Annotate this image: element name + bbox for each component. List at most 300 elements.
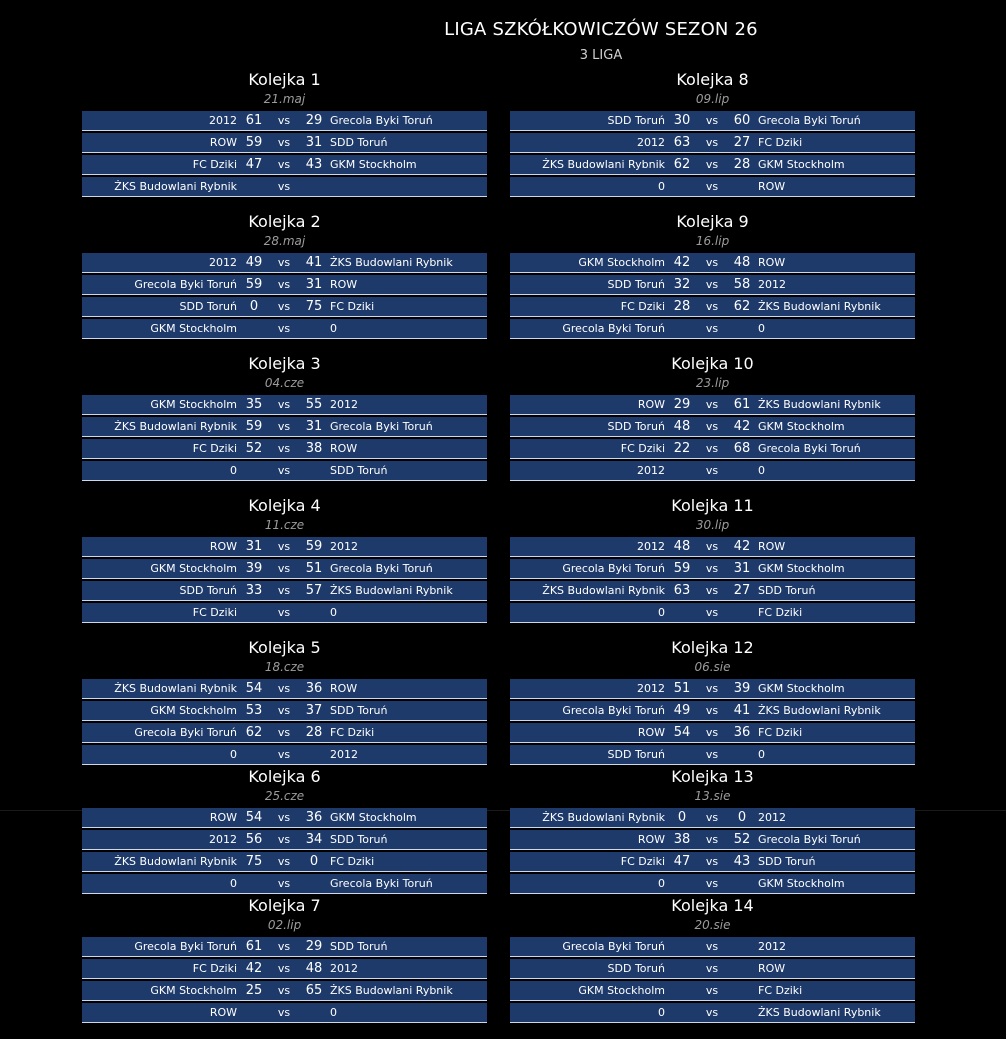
away-team: GKM Stockholm <box>758 682 845 695</box>
home-team: 2012 <box>637 540 665 553</box>
away-score: 61 <box>733 397 751 412</box>
match-row <box>510 981 915 1001</box>
away-team: Grecola Byki Toruń <box>330 420 433 433</box>
vs-label: vs <box>277 962 291 975</box>
match-row <box>510 808 915 828</box>
round-block <box>82 637 487 767</box>
away-team: ROW <box>758 540 786 553</box>
vs-label: vs <box>705 682 719 695</box>
vs-label: vs <box>705 136 719 149</box>
home-team: ŻKS Budowlani Rybnik <box>114 420 237 433</box>
match-row <box>510 461 915 481</box>
home-team: 2012 <box>637 136 665 149</box>
match-row <box>82 133 487 153</box>
match-row <box>510 603 915 623</box>
vs-label: vs <box>705 256 719 269</box>
match-row <box>82 559 487 579</box>
home-team: ŻKS Budowlani Rybnik <box>542 158 665 171</box>
round-block <box>510 69 915 199</box>
home-score: 42 <box>245 961 263 976</box>
away-score: 31 <box>305 277 323 292</box>
home-team: ROW <box>209 136 237 149</box>
home-score: 63 <box>673 135 691 150</box>
away-team: ŻKS Budowlani Rybnik <box>758 704 881 717</box>
vs-label: vs <box>705 726 719 739</box>
home-team: SDD Toruń <box>607 114 665 127</box>
round-date: 21.maj <box>263 92 306 106</box>
match-row <box>510 937 915 957</box>
match-row <box>510 959 915 979</box>
away-team: SDD Toruń <box>330 464 388 477</box>
match-row <box>82 701 487 721</box>
vs-label: vs <box>277 606 291 619</box>
home-team: 0 <box>230 877 237 890</box>
round-block <box>82 69 487 199</box>
league-subtitle: 3 LIGA <box>579 48 623 63</box>
home-score: 25 <box>245 983 263 998</box>
away-score: 28 <box>305 725 323 740</box>
round-date: 06.sie <box>694 660 731 674</box>
match-row <box>510 537 915 557</box>
away-team: GKM Stockholm <box>758 158 845 171</box>
vs-label: vs <box>277 180 291 193</box>
match-row <box>510 874 915 894</box>
match-row <box>82 395 487 415</box>
home-team: GKM Stockholm <box>150 322 237 335</box>
away-team: ŻKS Budowlani Rybnik <box>758 1006 881 1019</box>
round-block <box>510 637 915 767</box>
home-team: 0 <box>658 877 665 890</box>
round-block <box>82 353 487 483</box>
away-team: ROW <box>330 278 358 291</box>
home-team: 0 <box>230 748 237 761</box>
home-team: GKM Stockholm <box>578 256 665 269</box>
match-row <box>510 319 915 339</box>
home-team: ŻKS Budowlani Rybnik <box>114 682 237 695</box>
match-row <box>82 461 487 481</box>
vs-label: vs <box>277 256 291 269</box>
round-block <box>82 766 487 896</box>
home-team: ŻKS Budowlani Rybnik <box>542 584 665 597</box>
home-score: 54 <box>245 810 263 825</box>
round-title: Kolejka 14 <box>671 896 754 915</box>
vs-label: vs <box>277 940 291 953</box>
away-team: SDD Toruń <box>330 833 388 846</box>
vs-label: vs <box>277 877 291 890</box>
round-date: 30.lip <box>695 518 730 532</box>
away-score: 42 <box>733 419 751 434</box>
match-row <box>82 830 487 850</box>
home-team: 0 <box>658 180 665 193</box>
match-row <box>510 1003 915 1023</box>
away-team: 2012 <box>330 748 358 761</box>
home-score: 53 <box>245 703 263 718</box>
home-score: 59 <box>245 277 263 292</box>
match-row <box>82 111 487 131</box>
home-team: FC Dziki <box>192 158 237 171</box>
round-block <box>82 495 487 625</box>
vs-label: vs <box>277 1006 291 1019</box>
away-team: ŻKS Budowlani Rybnik <box>330 584 453 597</box>
round-date: 20.sie <box>694 918 731 932</box>
home-team: 0 <box>658 606 665 619</box>
match-row <box>82 723 487 743</box>
vs-label: vs <box>705 180 719 193</box>
away-team: ŻKS Budowlani Rybnik <box>758 300 881 313</box>
vs-label: vs <box>277 833 291 846</box>
match-row <box>82 319 487 339</box>
round-date: 23.lip <box>695 376 730 390</box>
away-team: 0 <box>758 322 765 335</box>
away-team: ROW <box>758 962 786 975</box>
vs-label: vs <box>705 540 719 553</box>
vs-label: vs <box>705 833 719 846</box>
vs-label: vs <box>277 726 291 739</box>
vs-label: vs <box>705 158 719 171</box>
home-team: ŻKS Budowlani Rybnik <box>114 855 237 868</box>
vs-label: vs <box>277 584 291 597</box>
home-team: Grecola Byki Toruń <box>134 726 237 739</box>
home-score: 38 <box>673 832 691 847</box>
home-team: Grecola Byki Toruń <box>562 562 665 575</box>
home-team: SDD Toruń <box>607 278 665 291</box>
home-team: SDD Toruń <box>179 300 237 313</box>
vs-label: vs <box>705 420 719 433</box>
away-score: 51 <box>305 561 323 576</box>
away-team: 2012 <box>330 540 358 553</box>
match-row <box>82 959 487 979</box>
away-score: 0 <box>737 810 747 825</box>
vs-label: vs <box>705 278 719 291</box>
away-team: SDD Toruń <box>330 136 388 149</box>
home-team: 2012 <box>209 256 237 269</box>
home-team: SDD Toruń <box>607 748 665 761</box>
match-row <box>510 701 915 721</box>
home-team: 2012 <box>209 833 237 846</box>
match-row <box>82 937 487 957</box>
vs-label: vs <box>277 748 291 761</box>
vs-label: vs <box>277 855 291 868</box>
match-row <box>82 297 487 317</box>
home-score: 62 <box>673 157 691 172</box>
match-row <box>82 275 487 295</box>
vs-label: vs <box>705 940 719 953</box>
round-title: Kolejka 4 <box>248 496 321 515</box>
away-score: 31 <box>733 561 751 576</box>
away-score: 31 <box>305 135 323 150</box>
away-team: ŻKS Budowlani Rybnik <box>758 398 881 411</box>
away-team: SDD Toruń <box>758 584 816 597</box>
away-score: 52 <box>733 832 751 847</box>
vs-label: vs <box>277 682 291 695</box>
away-score: 62 <box>733 299 751 314</box>
round-title: Kolejka 10 <box>671 354 754 373</box>
vs-label: vs <box>277 442 291 455</box>
away-team: 2012 <box>330 962 358 975</box>
home-team: ROW <box>209 540 237 553</box>
home-score: 47 <box>245 157 263 172</box>
home-score: 48 <box>673 539 691 554</box>
match-row <box>510 253 915 273</box>
home-score: 49 <box>673 703 691 718</box>
home-score: 42 <box>673 255 691 270</box>
match-row <box>510 852 915 872</box>
match-row <box>510 155 915 175</box>
round-date: 13.sie <box>694 789 731 803</box>
away-team: GKM Stockholm <box>330 811 417 824</box>
vs-label: vs <box>277 136 291 149</box>
match-row <box>510 275 915 295</box>
home-team: Grecola Byki Toruń <box>134 278 237 291</box>
home-team: Grecola Byki Toruń <box>134 940 237 953</box>
round-block <box>82 895 487 1025</box>
home-team: FC Dziki <box>620 300 665 313</box>
away-team: ŻKS Budowlani Rybnik <box>330 256 453 269</box>
away-team: 2012 <box>758 278 786 291</box>
away-team: ROW <box>330 442 358 455</box>
home-score: 51 <box>673 681 691 696</box>
match-row <box>510 133 915 153</box>
away-team: FC Dziki <box>330 300 375 313</box>
home-team: GKM Stockholm <box>150 562 237 575</box>
home-score: 63 <box>673 583 691 598</box>
home-score: 30 <box>673 113 691 128</box>
round-block <box>510 766 915 896</box>
away-score: 28 <box>733 157 751 172</box>
vs-label: vs <box>705 442 719 455</box>
round-block <box>82 211 487 341</box>
home-team: ROW <box>637 833 665 846</box>
home-team: ŻKS Budowlani Rybnik <box>114 180 237 193</box>
away-team: GKM Stockholm <box>330 158 417 171</box>
home-score: 48 <box>673 419 691 434</box>
vs-label: vs <box>277 322 291 335</box>
away-score: 36 <box>305 681 323 696</box>
match-row <box>82 177 487 197</box>
match-row <box>510 297 915 317</box>
vs-label: vs <box>277 300 291 313</box>
home-score: 32 <box>673 277 691 292</box>
vs-label: vs <box>705 584 719 597</box>
away-team: 0 <box>330 1006 337 1019</box>
away-team: ROW <box>758 180 786 193</box>
away-score: 27 <box>733 583 751 598</box>
home-team: ROW <box>209 811 237 824</box>
match-row <box>82 581 487 601</box>
away-team: FC Dziki <box>758 606 803 619</box>
home-score: 54 <box>245 681 263 696</box>
home-score: 39 <box>245 561 263 576</box>
vs-label: vs <box>277 811 291 824</box>
home-team: FC Dziki <box>192 442 237 455</box>
away-team: Grecola Byki Toruń <box>758 833 861 846</box>
vs-label: vs <box>277 540 291 553</box>
away-score: 48 <box>733 255 751 270</box>
away-team: Grecola Byki Toruń <box>758 442 861 455</box>
home-team: GKM Stockholm <box>578 984 665 997</box>
away-score: 43 <box>305 157 323 172</box>
away-team: SDD Toruń <box>330 704 388 717</box>
away-score: 41 <box>733 703 751 718</box>
home-team: GKM Stockholm <box>150 984 237 997</box>
away-team: 0 <box>758 748 765 761</box>
vs-label: vs <box>277 704 291 717</box>
away-team: GKM Stockholm <box>758 877 845 890</box>
away-team: ROW <box>330 682 358 695</box>
home-team: FC Dziki <box>620 855 665 868</box>
home-score: 49 <box>245 255 263 270</box>
away-team: FC Dziki <box>330 855 375 868</box>
match-row <box>82 537 487 557</box>
vs-label: vs <box>277 114 291 127</box>
home-team: SDD Toruń <box>179 584 237 597</box>
away-score: 42 <box>733 539 751 554</box>
home-score: 47 <box>673 854 691 869</box>
vs-label: vs <box>277 158 291 171</box>
round-date: 25.cze <box>264 789 305 803</box>
match-row <box>510 723 915 743</box>
home-team: ŻKS Budowlani Rybnik <box>542 811 665 824</box>
vs-label: vs <box>277 464 291 477</box>
vs-label: vs <box>705 114 719 127</box>
away-score: 55 <box>305 397 323 412</box>
match-row <box>82 745 487 765</box>
away-score: 68 <box>733 441 751 456</box>
match-row <box>82 874 487 894</box>
home-score: 61 <box>245 939 263 954</box>
round-title: Kolejka 8 <box>676 70 749 89</box>
away-team: FC Dziki <box>758 136 803 149</box>
away-score: 38 <box>305 441 323 456</box>
home-score: 54 <box>673 725 691 740</box>
round-title: Kolejka 13 <box>671 767 754 786</box>
vs-label: vs <box>705 984 719 997</box>
match-row <box>82 808 487 828</box>
away-score: 27 <box>733 135 751 150</box>
home-team: 2012 <box>637 464 665 477</box>
match-row <box>510 559 915 579</box>
home-score: 29 <box>673 397 691 412</box>
away-team: Grecola Byki Toruń <box>330 877 433 890</box>
away-score: 34 <box>305 832 323 847</box>
away-score: 29 <box>305 939 323 954</box>
match-row <box>82 155 487 175</box>
away-team: 2012 <box>758 811 786 824</box>
vs-label: vs <box>705 606 719 619</box>
round-block <box>510 353 915 483</box>
away-score: 48 <box>305 961 323 976</box>
round-title: Kolejka 1 <box>248 70 321 89</box>
away-team: 2012 <box>330 398 358 411</box>
home-team: Grecola Byki Toruń <box>562 940 665 953</box>
round-title: Kolejka 12 <box>671 638 754 657</box>
away-score: 57 <box>305 583 323 598</box>
vs-label: vs <box>705 464 719 477</box>
away-team: Grecola Byki Toruń <box>758 114 861 127</box>
vs-label: vs <box>277 278 291 291</box>
match-row <box>510 745 915 765</box>
home-team: GKM Stockholm <box>150 704 237 717</box>
away-team: ROW <box>758 256 786 269</box>
match-row <box>510 581 915 601</box>
away-score: 60 <box>733 113 751 128</box>
match-row <box>510 830 915 850</box>
vs-label: vs <box>277 398 291 411</box>
vs-label: vs <box>705 322 719 335</box>
home-team: GKM Stockholm <box>150 398 237 411</box>
home-team: FC Dziki <box>620 442 665 455</box>
away-score: 37 <box>305 703 323 718</box>
home-score: 61 <box>245 113 263 128</box>
away-team: GKM Stockholm <box>758 420 845 433</box>
away-team: 2012 <box>758 940 786 953</box>
match-row <box>82 852 487 872</box>
vs-label: vs <box>705 855 719 868</box>
round-date: 18.cze <box>264 660 305 674</box>
home-team: 2012 <box>209 114 237 127</box>
round-date: 28.maj <box>263 234 306 248</box>
match-row <box>82 981 487 1001</box>
round-date: 16.lip <box>695 234 730 248</box>
home-score: 52 <box>245 441 263 456</box>
away-score: 43 <box>733 854 751 869</box>
round-title: Kolejka 3 <box>248 354 321 373</box>
away-score: 31 <box>305 419 323 434</box>
home-team: 2012 <box>637 682 665 695</box>
away-score: 39 <box>733 681 751 696</box>
match-row <box>510 679 915 699</box>
away-team: Grecola Byki Toruń <box>330 114 433 127</box>
vs-label: vs <box>277 984 291 997</box>
match-row <box>82 439 487 459</box>
page-title: LIGA SZKÓŁKOWICZÓW SEZON 26 <box>444 19 758 40</box>
vs-label: vs <box>705 748 719 761</box>
vs-label: vs <box>277 562 291 575</box>
vs-label: vs <box>277 420 291 433</box>
home-team: Grecola Byki Toruń <box>562 322 665 335</box>
round-title: Kolejka 11 <box>671 496 754 515</box>
page-header <box>0 0 1006 70</box>
home-score: 35 <box>245 397 263 412</box>
vs-label: vs <box>705 1006 719 1019</box>
round-date: 02.lip <box>267 918 302 932</box>
match-row <box>82 679 487 699</box>
match-row <box>510 417 915 437</box>
home-team: SDD Toruń <box>607 962 665 975</box>
match-row <box>82 603 487 623</box>
away-team: SDD Toruń <box>758 855 816 868</box>
round-date: 09.lip <box>695 92 730 106</box>
round-title: Kolejka 7 <box>248 896 321 915</box>
away-team: FC Dziki <box>758 726 803 739</box>
home-team: ROW <box>637 726 665 739</box>
away-score: 65 <box>305 983 323 998</box>
home-score: 0 <box>249 299 259 314</box>
away-team: 0 <box>758 464 765 477</box>
home-score: 75 <box>245 854 263 869</box>
home-team: ROW <box>209 1006 237 1019</box>
home-team: FC Dziki <box>192 962 237 975</box>
away-team: FC Dziki <box>758 984 803 997</box>
match-row <box>82 1003 487 1023</box>
away-team: 0 <box>330 606 337 619</box>
match-row <box>510 111 915 131</box>
match-row <box>82 417 487 437</box>
round-title: Kolejka 2 <box>248 212 321 231</box>
vs-label: vs <box>705 962 719 975</box>
vs-label: vs <box>705 398 719 411</box>
home-score: 59 <box>245 135 263 150</box>
